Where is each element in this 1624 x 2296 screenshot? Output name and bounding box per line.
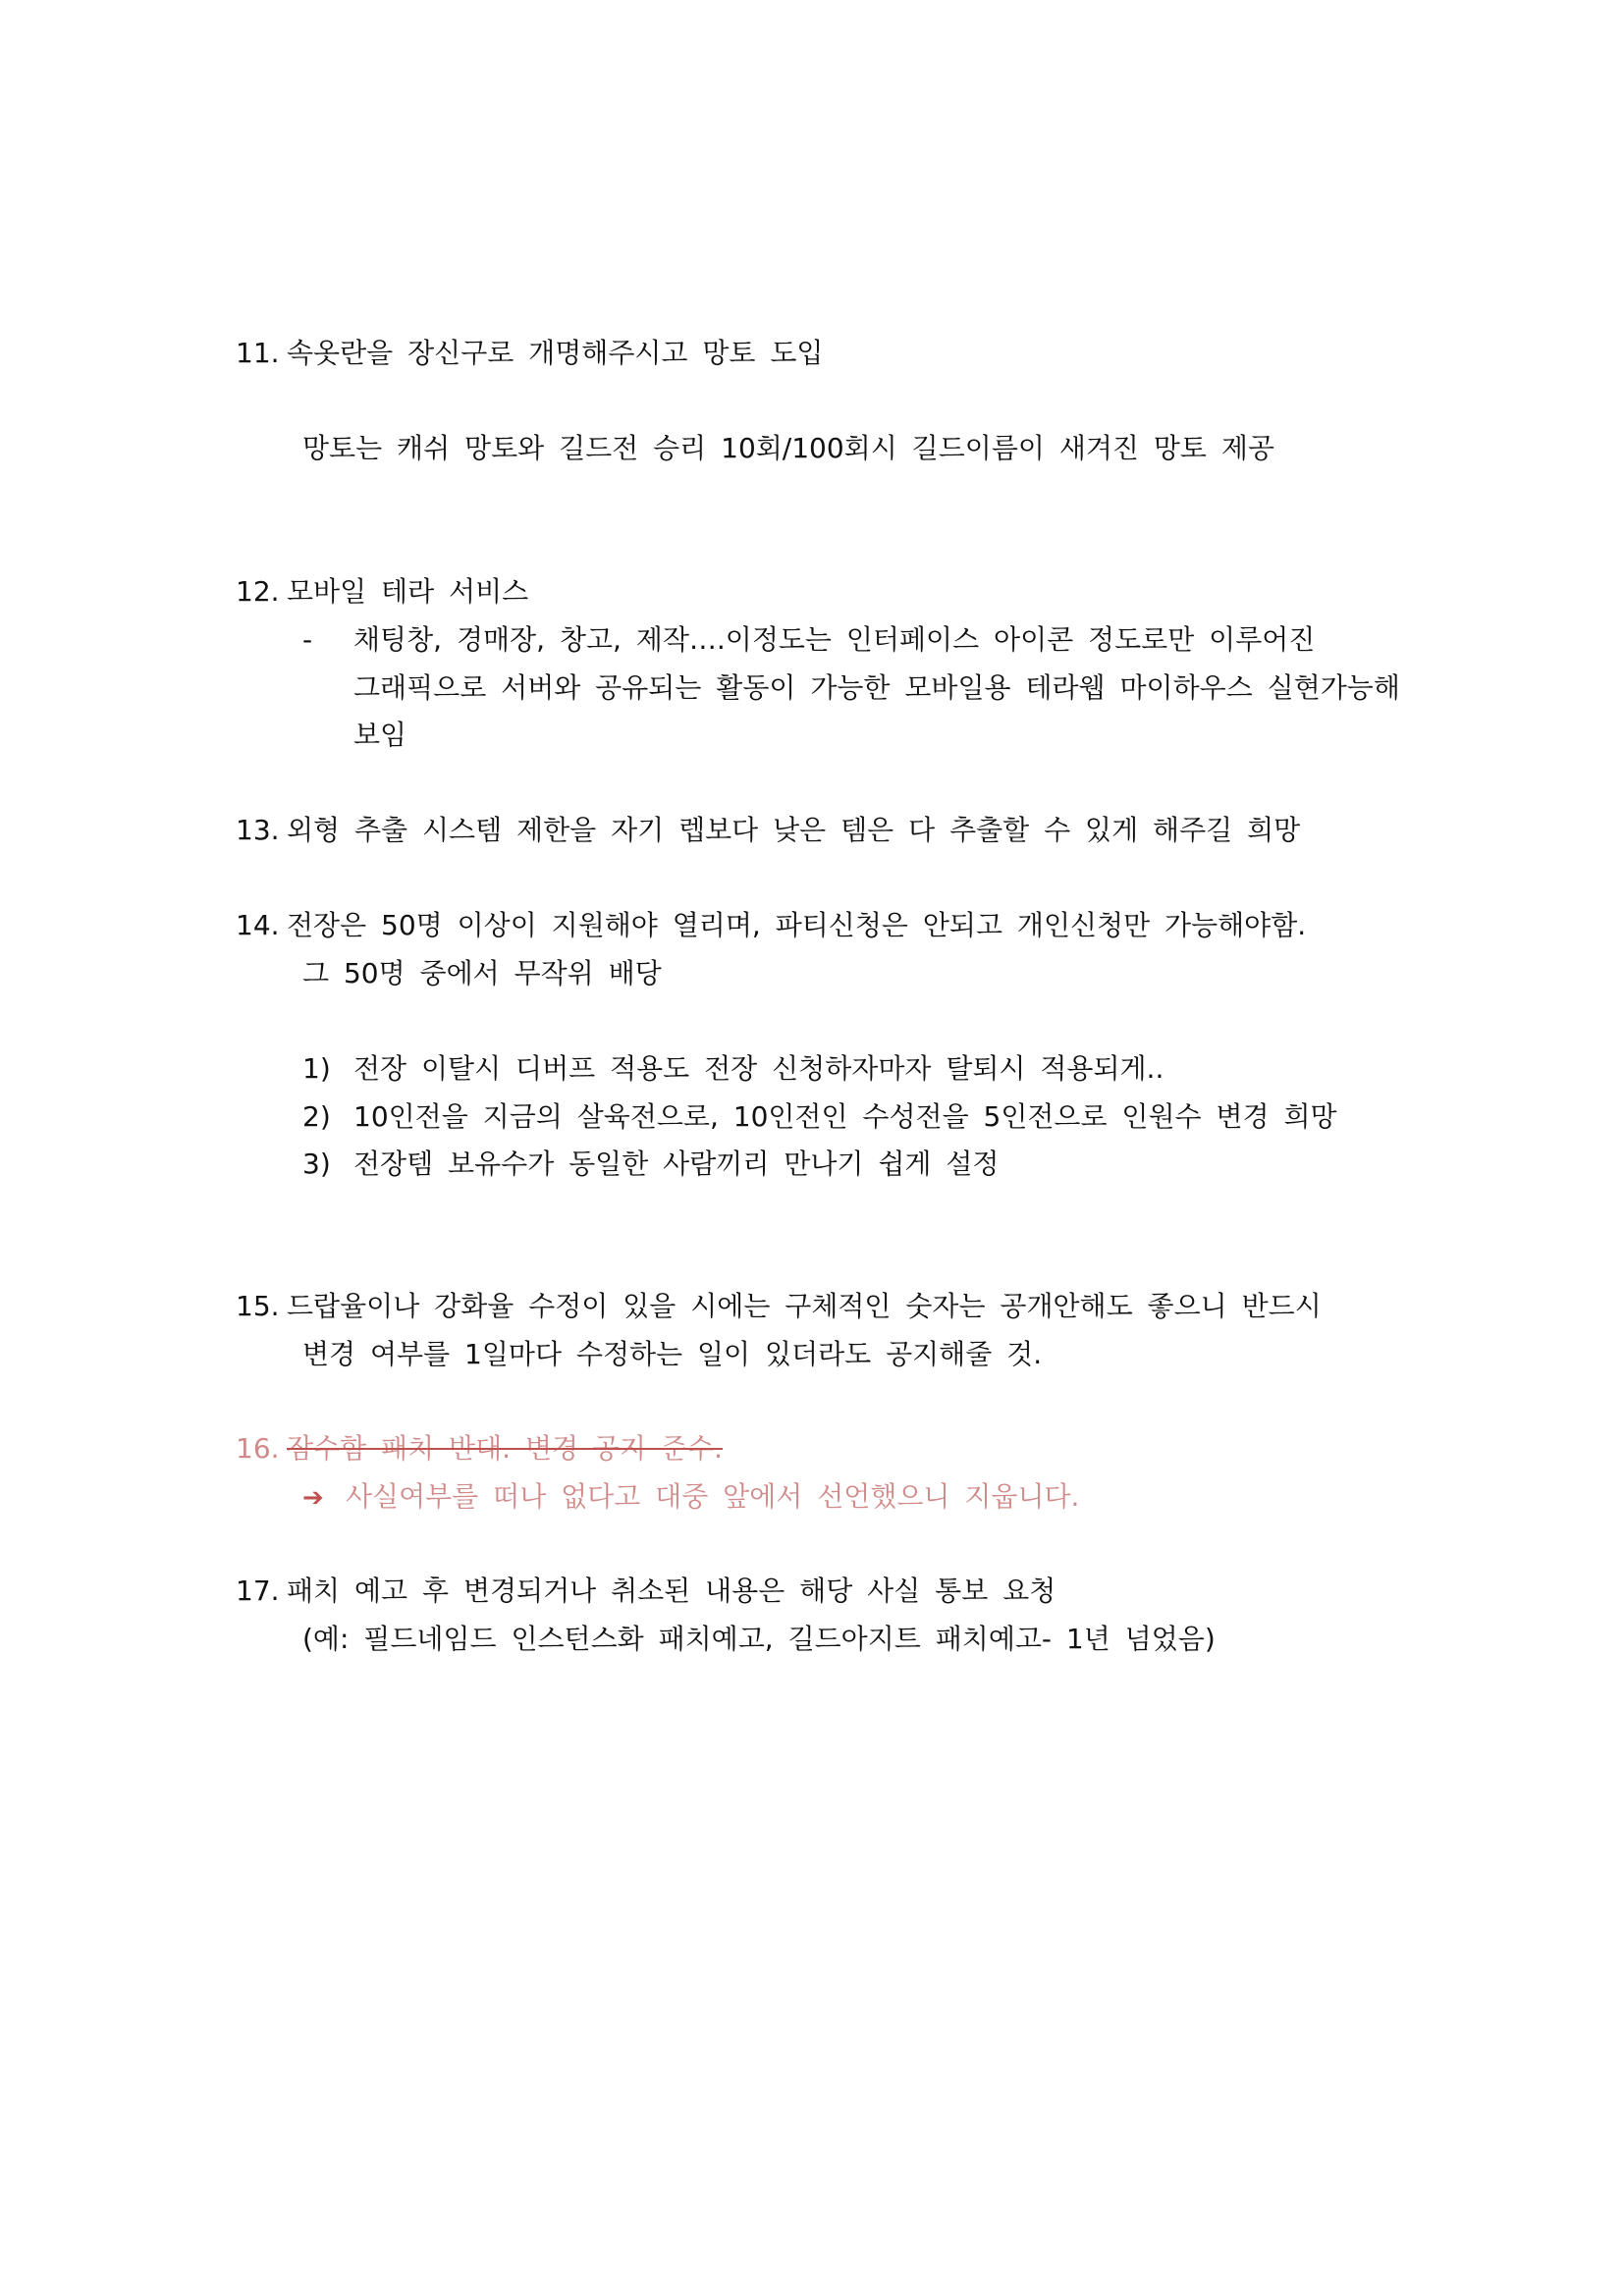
item-title-text: 모바일 테라 서비스 — [287, 575, 529, 608]
item-16-note — [302, 1477, 1079, 1518]
subitem-text: 10인전을 지금의 살육전으로, 10인전인 수성전을 5인전으로 인원수 변경 희망 — [353, 1100, 1337, 1133]
subitem-marker: 2) — [302, 1100, 331, 1133]
item-number: 17. — [236, 1575, 280, 1607]
item-number: 11. — [236, 337, 280, 369]
item-11-body: 망토는 캐쉬 망토와 길드전 승리 10회/100회시 길드이름이 새겨진 망토 제공 — [302, 432, 1274, 464]
note-text: 사실여부를 떠나 없다고 대중 앞에서 선언했으니 지웁니다. — [346, 1480, 1080, 1513]
item-12-title — [236, 572, 528, 612]
item-12-bullet-line: 보임 — [353, 719, 407, 751]
item-15-continuation: 변경 여부를 1일마다 수정하는 일이 있더라도 공지해줄 것. — [302, 1338, 1043, 1370]
item-14-title — [236, 906, 1306, 945]
item-title-text: 패치 예고 후 변경되거나 취소된 내용은 해당 사실 통보 요청 — [287, 1575, 1056, 1607]
item-number: 15. — [236, 1290, 280, 1322]
item-17-title — [236, 1572, 1056, 1611]
bullet-dash: - — [302, 623, 313, 656]
item-title-text: 잠수함 패치 반대. 변경 공지 준수. — [287, 1432, 723, 1465]
item-14-continuation: 그 50명 중에서 무작위 배당 — [302, 957, 662, 989]
arrow-right-icon: ➔ — [302, 1483, 324, 1513]
item-number: 14. — [236, 909, 280, 941]
item-17-continuation: (예: 필드네임드 인스턴스화 패치예고, 길드아지트 패치예고- 1년 넘었음) — [302, 1623, 1216, 1655]
subitem-marker: 3) — [302, 1148, 331, 1180]
item-13-title — [236, 811, 1300, 850]
subitem-text: 전장 이탈시 디버프 적용도 전장 신청하자마자 탈퇴시 적용되게.. — [353, 1052, 1164, 1085]
item-number: 12. — [236, 575, 280, 608]
item-title-text: 전장은 50명 이상이 지원해야 열리며, 파티신청은 안되고 개인신청만 가능해야함. — [287, 909, 1307, 941]
item-title-text: 속옷란을 장신구로 개명해주시고 망토 도입 — [287, 337, 824, 369]
subitem-text: 전장템 보유수가 동일한 사람끼리 만나기 쉽게 설정 — [353, 1148, 1000, 1180]
item-number: 16. — [236, 1432, 280, 1465]
item-12-bullet-line: 그래픽으로 서버와 공유되는 활동이 가능한 모바일용 테라웹 마이하우스 실현가능해 — [353, 671, 1400, 704]
subitem-marker: 1) — [302, 1052, 331, 1085]
item-title-text: 외형 추출 시스템 제한을 자기 렙보다 낮은 템은 다 추출할 수 있게 해주길 희망 — [287, 814, 1301, 846]
item-12-bullet-line: 채팅창, 경매장, 창고, 제작….이정도는 인터페이스 아이콘 정도로만 이루어진 — [353, 623, 1316, 656]
item-title-text: 드랍율이나 강화율 수정이 있을 시에는 구체적인 숫자는 공개안해도 좋으니 반드시 — [287, 1290, 1322, 1322]
item-15-title — [236, 1287, 1322, 1326]
item-16-title-struck — [236, 1429, 723, 1468]
item-11-title — [236, 334, 823, 373]
item-number: 13. — [236, 814, 280, 846]
